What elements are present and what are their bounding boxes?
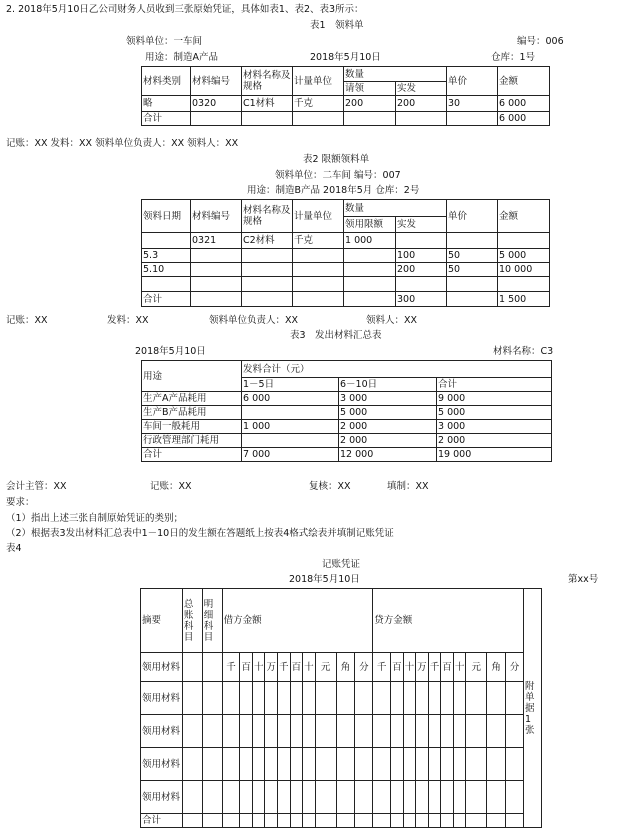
table1-caption: 表1 领料单 — [310, 20, 364, 31]
voucher-title: 记账凭证 — [322, 559, 361, 570]
t1-requested: 200 — [344, 96, 396, 112]
table2-caption: 表2 限额领料单 — [303, 154, 370, 165]
v-row-label: 领用材料 — [141, 781, 183, 814]
table1-date: 2018年5月10日 — [310, 52, 381, 63]
t2-sig-issuer: 发料：XX — [107, 315, 149, 326]
v-debit-digit: 千 — [222, 653, 240, 682]
t3-row-sum: 9 000 — [437, 392, 552, 406]
v-debit-digit: 百 — [240, 653, 253, 682]
t2-h-qty: 数量 — [344, 200, 447, 217]
t3-row-sum: 5 000 — [437, 406, 552, 420]
t3-row-label: 合计 — [142, 448, 242, 462]
t2-total-label: 合计 — [142, 292, 191, 307]
t3-h-p2: 6－10日 — [339, 378, 437, 392]
voucher-table — [140, 588, 542, 828]
t2-sig-receiver: 领料人：XX — [366, 315, 418, 326]
v-row-label: 领用材料 — [141, 748, 183, 781]
t2-h-name: 材料名称及规格 — [242, 200, 293, 233]
t1-issued: 200 — [396, 96, 447, 112]
v-total-label: 合计 — [141, 814, 183, 828]
t3-h-p1: 1－5日 — [242, 378, 339, 392]
t2-row-date: 5.10 — [142, 263, 191, 277]
t2-name: C2材料 — [242, 233, 293, 249]
v-credit-digit: 万 — [416, 653, 429, 682]
requirement-2: （2）根据表3发出材料汇总表中1－10日的发生额在答题纸上按表4格式绘表并填制记账凭证 — [6, 528, 394, 539]
voucher-date: 2018年5月10日 — [289, 574, 360, 585]
t2-h-unit: 计量单位 — [293, 200, 344, 233]
v-h-general: 总账科目 — [182, 589, 202, 653]
t2-total-issued: 300 — [396, 292, 447, 307]
requirement-1: （1）指出上述三张自制原始凭证的类别； — [6, 513, 184, 524]
t2-unit: 千克 — [293, 233, 344, 249]
v-debit-digit: 万 — [265, 653, 278, 682]
t3-row-label: 行政管理部门耗用 — [142, 434, 242, 448]
v-credit-digit: 十 — [403, 653, 416, 682]
v-debit-digit: 千 — [278, 653, 291, 682]
t1-unit: 千克 — [293, 96, 344, 112]
t3-row-p2: 2 000 — [339, 434, 437, 448]
v-row-label: 领用材料 — [141, 715, 183, 748]
t3-row-p2: 12 000 — [339, 448, 437, 462]
table1-warehouse: 仓库：1号 — [491, 52, 536, 63]
t2-row-issued: 100 — [396, 249, 447, 263]
t2-total-amount: 1 500 — [498, 292, 550, 307]
t3-row-p1: 7 000 — [242, 448, 339, 462]
v-credit-digit: 百 — [441, 653, 454, 682]
t1-category: 略 — [142, 96, 191, 112]
t3-sig-bookkeeper: 记账：XX — [150, 481, 192, 492]
v-h-debit: 借方金额 — [222, 589, 373, 653]
t3-row-p2: 2 000 — [339, 420, 437, 434]
v-debit-digit: 十 — [303, 653, 316, 682]
t1-h-price: 单价 — [447, 67, 498, 96]
table4-label: 表4 — [6, 543, 22, 554]
t3-row-p2: 5 000 — [339, 406, 437, 420]
table3-caption: 表3 发出材料汇总表 — [290, 330, 382, 341]
t3-row-p1: 1 000 — [242, 420, 339, 434]
t1-h-name: 材料名称及规格 — [242, 67, 293, 96]
t3-row-p1: 6 000 — [242, 392, 339, 406]
t1-h-qty: 数量 — [344, 67, 447, 82]
v-debit-digit: 百 — [290, 653, 303, 682]
table1-purpose: 用途：制造A产品 — [145, 52, 218, 63]
t1-amount: 6 000 — [498, 96, 550, 112]
t3-row-sum: 3 000 — [437, 420, 552, 434]
t2-code: 0321 — [191, 233, 242, 249]
v-row-label: 领用材料 — [141, 653, 183, 682]
table3-material: 材料名称：C3 — [493, 346, 554, 357]
v-credit-digit: 千 — [373, 653, 391, 682]
t3-sig-supervisor: 会计主管：XX — [6, 481, 67, 492]
question-intro: 2. 2018年5月10日乙公司财务人员收到三张原始凭证，具体如表1、表2、表3所示： — [6, 4, 364, 15]
t1-h-code: 材料编号 — [191, 67, 242, 96]
t2-row-price: 50 — [447, 263, 498, 277]
t1-name: C1材料 — [242, 96, 293, 112]
v-debit-digit: 十 — [252, 653, 265, 682]
table1-signatures: 记账：XX 发料：XX 领料单位负责人：XX 领料人：XX — [6, 138, 239, 149]
v-credit-digit: 角 — [487, 653, 506, 682]
t3-row-sum: 19 000 — [437, 448, 552, 462]
t2-h-date: 领料日期 — [142, 200, 191, 233]
t3-h-sum: 合计 — [437, 378, 552, 392]
t1-code: 0320 — [191, 96, 242, 112]
t2-h-price: 单价 — [447, 200, 498, 233]
v-credit-digit: 百 — [391, 653, 404, 682]
table1-number: 编号：006 — [517, 36, 564, 47]
t3-row-p1 — [242, 434, 339, 448]
v-h-credit: 贷方金额 — [373, 589, 524, 653]
t3-h-purpose: 用途 — [142, 361, 242, 392]
t2-limit: 1 000 — [344, 233, 396, 249]
v-debit-digit: 角 — [336, 653, 355, 682]
table3-date: 2018年5月10日 — [135, 346, 206, 357]
table3 — [141, 360, 552, 462]
v-debit-digit: 分 — [355, 653, 373, 682]
t3-row-p1 — [242, 406, 339, 420]
t2-h-amount: 金额 — [498, 200, 550, 233]
t2-h-limit: 领用限额 — [344, 217, 396, 233]
t3-row-label: 生产B产品耗用 — [142, 406, 242, 420]
v-credit-digit: 分 — [506, 653, 524, 682]
v-debit-digit: 元 — [315, 653, 336, 682]
t2-sig-manager: 领料单位负责人：XX — [209, 315, 299, 326]
t2-h-issued: 实发 — [396, 217, 447, 233]
t1-h-requested: 请领 — [344, 82, 396, 96]
table2 — [141, 199, 550, 307]
t3-row-p2: 3 000 — [339, 392, 437, 406]
t1-h-unit: 计量单位 — [293, 67, 344, 96]
t3-sig-reviewer: 复核：XX — [309, 481, 351, 492]
t3-h-total: 发料合计（元） — [242, 361, 552, 378]
v-credit-digit: 十 — [453, 653, 466, 682]
t2-row-date: 5.3 — [142, 249, 191, 263]
voucher-number: 第xx号 — [568, 574, 599, 585]
t3-row-label: 生产A产品耗用 — [142, 392, 242, 406]
v-h-summary: 摘要 — [141, 589, 183, 653]
t3-row-label: 车间一般耗用 — [142, 420, 242, 434]
table2-purpose-line: 用途：制造B产品 2018年5月 仓库：2号 — [247, 185, 420, 196]
t3-sig-preparer: 填制：XX — [387, 481, 429, 492]
table1-unit: 领料单位：一车间 — [126, 36, 203, 47]
t1-h-category: 材料类别 — [142, 67, 191, 96]
t1-total-amount: 6 000 — [498, 112, 550, 126]
t1-h-amount: 金额 — [498, 67, 550, 96]
t1-h-issued: 实发 — [396, 82, 447, 96]
t2-row-amount: 10 000 — [498, 263, 550, 277]
table1 — [141, 66, 550, 126]
requirements-title: 要求： — [6, 497, 35, 508]
v-credit-digit: 千 — [428, 653, 441, 682]
t1-price: 30 — [447, 96, 498, 112]
t1-total-label: 合计 — [142, 112, 191, 126]
t2-sig-bookkeeper: 记账：XX — [6, 315, 48, 326]
v-credit-digit: 元 — [466, 653, 487, 682]
table2-unit-line: 领料单位：二车间 编号：007 — [275, 170, 401, 181]
v-attach: 附单据1张 — [523, 589, 541, 828]
t2-h-code: 材料编号 — [191, 200, 242, 233]
t2-row-price: 50 — [447, 249, 498, 263]
t3-row-sum: 2 000 — [437, 434, 552, 448]
v-row-label: 领用材料 — [141, 682, 183, 715]
t2-row-issued: 200 — [396, 263, 447, 277]
t2-row-amount: 5 000 — [498, 249, 550, 263]
v-h-detail: 明细科目 — [202, 589, 222, 653]
